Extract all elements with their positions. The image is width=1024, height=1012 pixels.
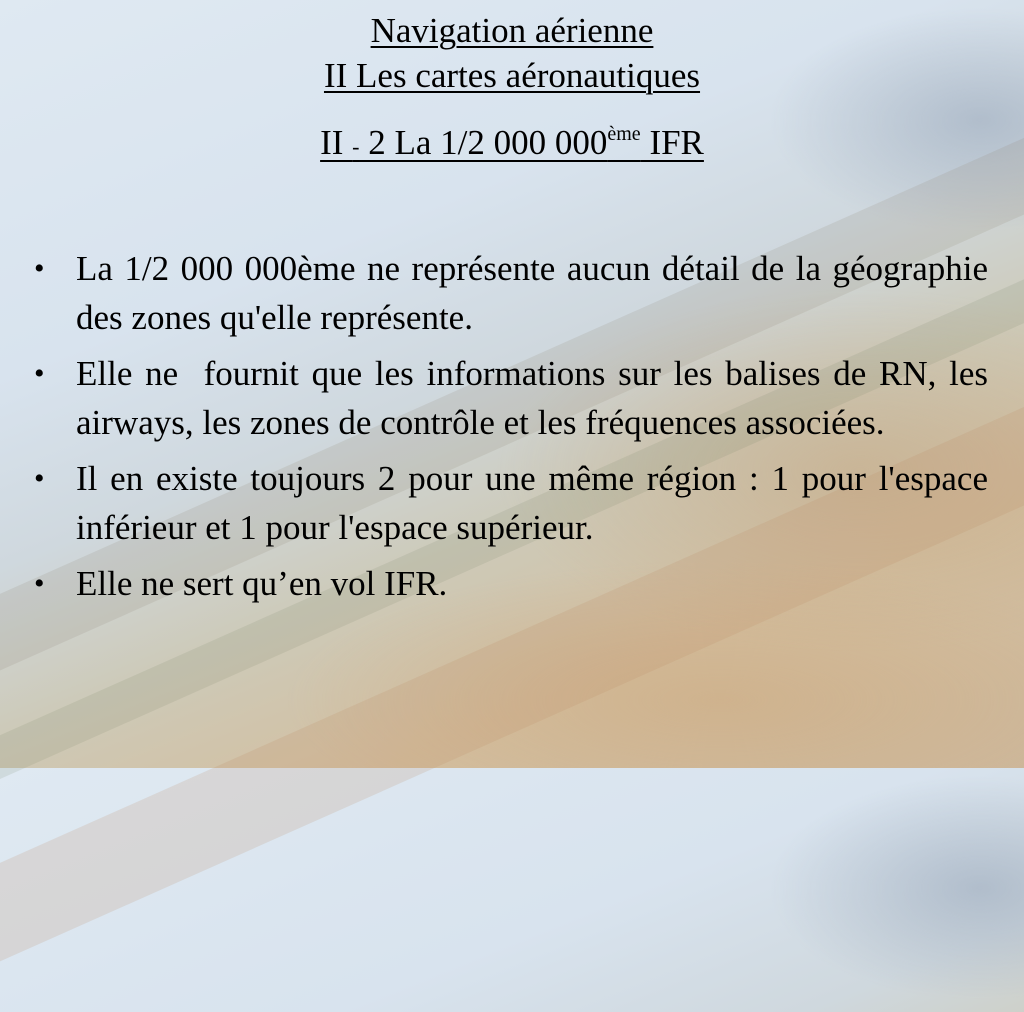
- title-line-2: II Les cartes aéronautiques: [323, 56, 701, 95]
- bullet-icon: •: [34, 357, 45, 390]
- title-line-1: Navigation aérienne: [370, 11, 654, 50]
- bullet-item: [34, 244, 988, 342]
- title-section-number: II: [320, 123, 353, 162]
- title-scale: 2 La 1/2 000 000: [359, 123, 608, 162]
- bullet-item: [34, 454, 988, 552]
- bullet-text: Elle ne fournit que les informations sur les balises de RN, les airways, les zones de contrôle et les fréquences associées.: [76, 354, 997, 442]
- bullet-item: [34, 559, 988, 608]
- bullet-text: Elle ne sert qu’en vol IFR.: [76, 564, 448, 603]
- bullet-icon: •: [34, 462, 45, 495]
- bullet-text: La 1/2 000 000ème ne représente aucun détail de la géographie des zones qu'elle représente.: [76, 249, 988, 337]
- bullet-text: Il en existe toujours 2 pour une même région : 1 pour l'espace inférieur et 1 pour l'espace supérieur.: [76, 459, 988, 547]
- title-line-3: [0, 120, 1024, 169]
- bullet-icon: •: [34, 252, 45, 285]
- title-ifr: IFR: [640, 123, 704, 162]
- bullet-item: [34, 349, 997, 447]
- slide-title: [0, 8, 1024, 169]
- bullet-icon: •: [34, 567, 45, 600]
- title-dash: -: [352, 134, 360, 159]
- bullet-list: [34, 244, 997, 615]
- title-superscript: ème: [607, 123, 641, 145]
